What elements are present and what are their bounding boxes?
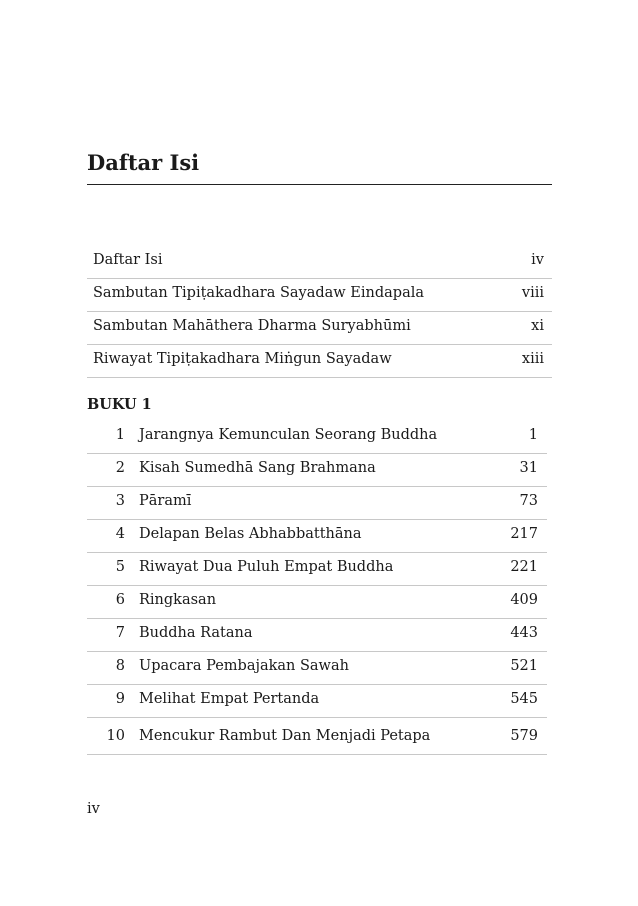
chapter-title: Kisah Sumedhā Sang Brahmana [139,460,376,476]
toc-entry-page: viii [521,285,544,301]
chapter-title: Pāramī [139,493,192,509]
chapter-number: 5 [115,559,125,575]
chapter-row-6[interactable] [87,585,547,619]
chapter-row-7[interactable] [87,618,547,652]
chapter-row-9[interactable] [87,684,547,718]
chapter-row-3[interactable] [87,486,547,520]
toc-entry-label: Riwayat Tipiṭakadhara Miṅgun Sayadaw [93,351,392,367]
chapter-page: 221 [510,559,538,575]
toc-row-front-4[interactable] [87,344,552,378]
chapter-number: 10 [106,728,125,744]
chapter-page: 217 [510,526,538,542]
chapter-page: 443 [510,625,538,641]
chapter-title: Buddha Ratana [139,625,253,641]
chapter-page: 1 [528,427,538,443]
chapter-row-4[interactable] [87,519,547,553]
toc-entry-page: iv [531,252,544,268]
chapter-number: 4 [115,526,125,542]
chapter-title: Delapan Belas Abhabbatthāna [139,526,362,542]
chapter-page: 409 [510,592,538,608]
chapter-page: 31 [519,460,538,476]
chapter-title: Ringkasan [139,592,217,608]
toc-entry-page: xi [531,318,544,334]
toc-row-front-1[interactable] [87,245,552,279]
chapter-row-8[interactable] [87,651,547,685]
page-number: iv [87,801,100,817]
chapter-number: 1 [115,427,125,443]
title-rule [87,184,552,185]
chapter-row-10[interactable] [87,721,547,755]
chapter-title: Mencukur Rambut Dan Menjadi Petapa [139,728,431,744]
chapter-row-5[interactable] [87,552,547,586]
chapter-number: 3 [115,493,125,509]
book-heading: BUKU 1 [87,396,152,413]
chapter-page: 521 [510,658,538,674]
chapter-number: 8 [115,658,125,674]
chapter-number: 6 [115,592,125,608]
chapter-title: Melihat Empat Pertanda [139,691,320,707]
chapter-number: 7 [115,625,125,641]
toc-entry-label: Sambutan Tipiṭakadhara Sayadaw Eindapala [93,285,425,301]
chapter-title: Riwayat Dua Puluh Empat Buddha [139,559,394,575]
chapter-title: Upacara Pembajakan Sawah [139,658,349,674]
chapter-number: 9 [115,691,125,707]
toc-entry-label: Daftar Isi [93,252,163,268]
chapter-row-2[interactable] [87,453,547,487]
toc-entry-page: xiii [521,351,544,367]
chapter-row-1[interactable] [87,420,547,454]
toc-entry-label: Sambutan Mahāthera Dharma Suryabhūmi [93,318,411,334]
chapter-number: 2 [115,460,125,476]
toc-row-front-3[interactable] [87,311,552,345]
toc-row-front-2[interactable] [87,278,552,312]
chapter-page: 73 [519,493,538,509]
chapter-page: 545 [510,691,538,707]
chapter-page: 579 [510,728,538,744]
chapter-title: Jarangnya Kemunculan Seorang Buddha [139,427,438,443]
page-title: Daftar Isi [87,150,200,175]
